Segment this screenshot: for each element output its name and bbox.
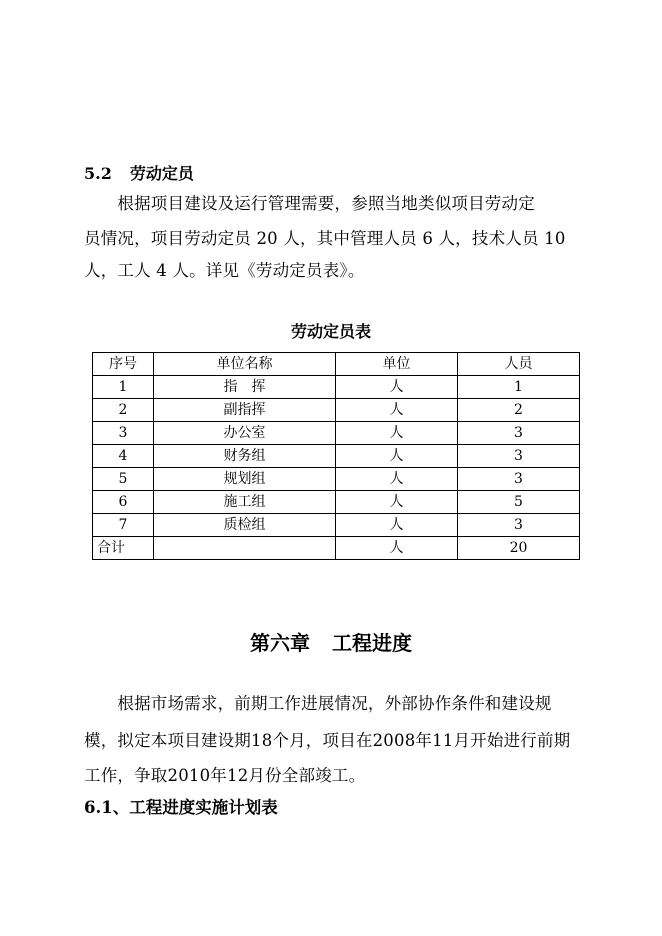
section-heading — [84, 161, 194, 184]
table-cell: 3 — [458, 422, 580, 445]
staff-table — [92, 352, 580, 560]
table-cell: 规划组 — [154, 468, 336, 491]
table-cell: 施工组 — [154, 491, 336, 514]
table-row — [93, 514, 580, 537]
table-cell: 2 — [458, 399, 580, 422]
table-cell: 6 — [93, 491, 154, 514]
table-cell: 3 — [458, 468, 580, 491]
section-number: 5.2 — [84, 164, 112, 183]
table-cell: 办公室 — [154, 422, 336, 445]
table-total-row — [93, 537, 580, 560]
table-cell: 2 — [93, 399, 154, 422]
table-cell: 4 — [93, 445, 154, 468]
table-cell: 5 — [93, 468, 154, 491]
table-cell: 人 — [336, 468, 458, 491]
chapter-number: 第六章 — [250, 631, 310, 655]
subsection-heading: 6.1、工程进度实施计划表 — [84, 798, 278, 817]
chapter-title: 工程进度 — [332, 631, 412, 655]
table-cell: 人 — [336, 445, 458, 468]
section-paragraph-line-1: 根据项目建设及运行管理需要，参照当地类似项目劳动定 — [84, 194, 535, 213]
table-cell: 1 — [93, 376, 154, 399]
table-cell: 人 — [336, 537, 458, 560]
table-row — [93, 422, 580, 445]
table-cell: 3 — [458, 445, 580, 468]
section-paragraph-line-3: 人，工人 4 人。详见《劳动定员表》。 — [84, 261, 365, 280]
table-cell: 副指挥 — [154, 399, 336, 422]
header-cell: 人员 — [458, 353, 580, 376]
table-row — [93, 445, 580, 468]
table-cell: 人 — [336, 491, 458, 514]
table-cell: 7 — [93, 514, 154, 537]
table-cell: 质检组 — [154, 514, 336, 537]
chapter-paragraph-line-2: 模，拟定本项目建设期18个月，项目在2008年11月开始进行前期 — [84, 731, 571, 750]
chapter-heading — [0, 627, 662, 656]
section-title: 劳动定员 — [129, 164, 194, 183]
table-header-row — [93, 353, 580, 376]
table-row — [93, 399, 580, 422]
table-cell: 20 — [458, 537, 580, 560]
table-cell: 指 挥 — [154, 376, 336, 399]
table-cell — [154, 537, 336, 560]
table-row — [93, 376, 580, 399]
table-cell: 3 — [93, 422, 154, 445]
header-cell: 单位 — [336, 353, 458, 376]
table-cell: 财务组 — [154, 445, 336, 468]
table-cell: 人 — [336, 399, 458, 422]
section-paragraph-line-2: 员情况，项目劳动定员 20 人，其中管理人员 6 人，技术人员 10 — [84, 229, 566, 248]
table-title: 劳动定员表 — [290, 322, 371, 341]
table-cell: 1 — [458, 376, 580, 399]
chapter-paragraph-line-1: 根据市场需求，前期工作进展情况，外部协作条件和建设规 — [84, 694, 552, 713]
chapter-paragraph-line-3: 工作，争取2010年12月份全部竣工。 — [84, 766, 366, 785]
table-row — [93, 491, 580, 514]
table-row — [93, 468, 580, 491]
table-cell: 人 — [336, 514, 458, 537]
table-cell: 人 — [336, 422, 458, 445]
header-cell: 序号 — [93, 353, 154, 376]
table-cell: 人 — [336, 376, 458, 399]
table-cell: 5 — [458, 491, 580, 514]
header-cell: 单位名称 — [154, 353, 336, 376]
table-cell: 合计 — [93, 537, 154, 560]
table-cell: 3 — [458, 514, 580, 537]
